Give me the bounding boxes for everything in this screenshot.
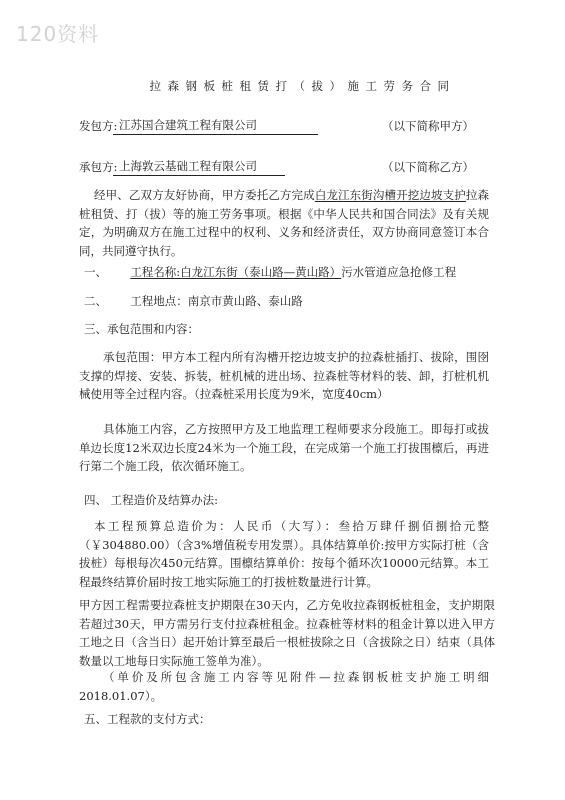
- project-name-label: 工程名称:: [130, 265, 181, 279]
- section-2-num: 二、: [84, 294, 107, 308]
- rental-paragraph: 甲方因工程需要拉森桩支护期限在30天内，乙方免收拉森钢板桩租金，支护期限若超过30天，甲方需另行支付拉森桩租金。拉森桩等材料的租金计算以进入甲方工地之日（含当日）起开始计算至最后一根桩拔除之日（含拔除之日）结束（具体数量以工地每日实际施工签单为准）。: [79, 598, 495, 668]
- project-name-value: 白龙江东街（泰山路—黄山路）: [180, 265, 342, 279]
- party-a-name: 江苏国合建筑工程有限公司: [113, 117, 318, 135]
- section-1: [84, 264, 456, 280]
- construction-content-paragraph: 具体施工内容，乙方按照甲方及工地监理工程师要求分段施工。即每打或拔单边长度12米双边长度24米为一个施工段，在完成第一个施工打拔围檩后，再进行第二个施工段，依次循环施工。: [79, 422, 489, 473]
- budget-paragraph: 本工程预算总造价为：人民币（大写）：叁拾万肆仟捌佰捌拾元整（￥304880.00）（含3%增值税专用发票）。具体结算单价:按甲方实际打桩（含拔桩）每根每次450元结算。围檩结算单价：按每个循环次10000元结算。本工程最终结算价届时按工地实际施工的打拔桩数量进行计算。: [79, 519, 489, 589]
- intro-paragraph: [79, 186, 489, 260]
- section-2-text: 工程地点：南京市黄山路、泰山路: [130, 294, 303, 308]
- party-b-note: （以下简称乙方）: [382, 160, 474, 174]
- intro-text-1: 经甲、乙双方友好协商，甲方委托乙方完成: [94, 188, 315, 202]
- attachment-note: （单价及所包含施工内容等见附件—拉森钢板桩支护施工明细 2018.01.07）。: [79, 670, 489, 703]
- intro-project-underlined: 白龙江东街沟槽开挖边坡支护: [314, 188, 466, 202]
- section-5-title: 五、工程款的支付方式：: [84, 712, 211, 726]
- scope-paragraph: 承包范围：甲方本工程内所有沟槽开挖边坡支护的拉森桩插打、拔除，围囹支撑的焊接、安装、拆装，桩机械的进出场、拉森桩等材料的装、卸，打桩机机械使用等全过程内容。（拉森桩采用长度为9米，宽度40cm）: [79, 350, 489, 401]
- watermark: 120资料: [16, 22, 100, 46]
- party-a-label: 发包方:: [79, 119, 118, 133]
- page-title: 拉森钢板桩租赁打（拔）施工劳务合同: [149, 79, 456, 93]
- party-b-name: 上海敦云基础工程有限公司: [113, 158, 285, 176]
- party-a-note: （以下简称甲方）: [382, 119, 474, 133]
- section-2: [84, 293, 303, 309]
- intro-text-2: 拉森桩租赁、打（拔）等的施工劳务事项。根据《中华人民共和国合同法》及有关规定，为明确双方在施工过程中的权利、义务和经济责任，双方协商同意签订本合同，共同遵守执行。: [79, 188, 490, 258]
- party-b-label: 承包方:: [79, 160, 118, 174]
- project-name-rest: 污水管道应急抢修工程: [341, 265, 457, 279]
- section-3-title: 三、承包范围和内容：: [84, 322, 199, 336]
- section-4-title: 四、 工程造价及结算办法:: [84, 493, 219, 507]
- section-1-num: 一、: [84, 265, 107, 279]
